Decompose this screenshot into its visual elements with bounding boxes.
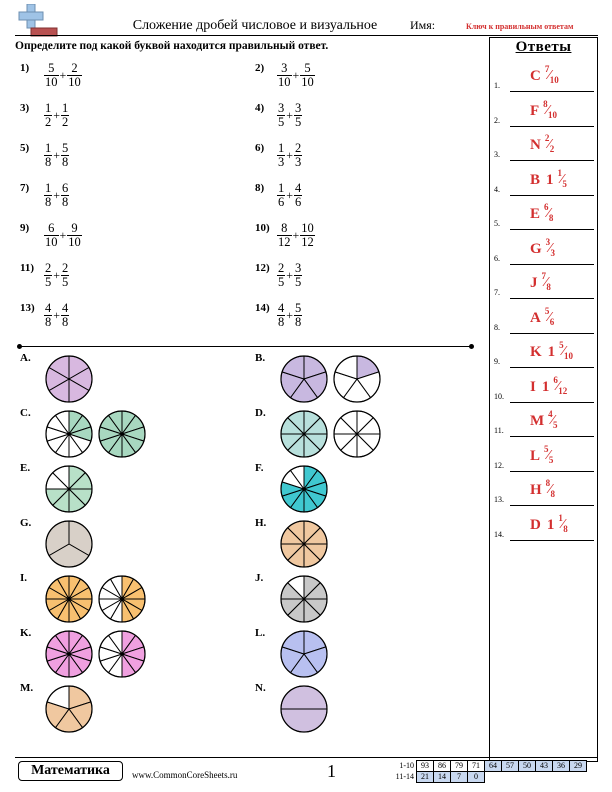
score-cell: 14	[434, 772, 451, 783]
fraction	[61, 302, 69, 329]
plus-sign: +	[53, 188, 61, 202]
answer-numerator: 6	[553, 374, 558, 385]
answer-value	[530, 236, 556, 258]
answer-number: 10.	[494, 391, 504, 401]
denominator: 10	[68, 75, 81, 89]
brand-badge: Математика	[18, 761, 123, 781]
answer-denominator: 10	[564, 351, 574, 361]
answer-denominator: 8	[550, 489, 556, 499]
plus-sign: +	[292, 68, 300, 82]
denominator: 10	[45, 235, 58, 249]
denominator: 8	[62, 315, 69, 329]
answer-numerator: 5	[544, 305, 550, 316]
fraction-slash: ⁄	[562, 344, 566, 359]
option-letter: N.	[255, 682, 266, 694]
answer-value	[530, 340, 574, 361]
fraction	[44, 142, 52, 169]
fraction	[67, 62, 82, 89]
fraction-circle	[44, 629, 94, 679]
problem-item	[255, 222, 315, 249]
answer-denominator: 5	[562, 178, 567, 189]
fraction	[300, 62, 315, 89]
divider-dot	[469, 344, 474, 349]
denominator: 8	[62, 155, 69, 169]
fraction-circle	[44, 684, 94, 734]
problem-number: 12)	[255, 262, 270, 274]
answer-number: 9.	[494, 357, 500, 366]
problem-item	[20, 182, 69, 209]
answer-line[interactable]	[510, 333, 594, 334]
fraction-circle	[97, 629, 147, 679]
numerator: 2	[71, 61, 78, 75]
answer-value	[530, 478, 556, 499]
score-row	[392, 772, 587, 783]
answer-denominator: 3	[550, 247, 556, 258]
instructions: Определите под какой буквой находится правильный ответ.	[15, 40, 329, 52]
answer-denominator: 5	[548, 454, 554, 465]
score-cell: 21	[417, 772, 434, 783]
numerator: 5	[304, 61, 311, 75]
option-letter: E.	[20, 462, 31, 474]
fraction-circle	[279, 464, 329, 514]
answer-numerator: 6	[544, 202, 549, 212]
answer-whole: 1	[546, 516, 555, 533]
fraction-slash: ⁄	[561, 516, 565, 532]
answer-line[interactable]	[510, 436, 594, 437]
answer-numerator: 7	[541, 271, 546, 281]
answer-number: 4.	[494, 184, 500, 194]
denominator: 8	[295, 315, 302, 329]
denominator: 5	[295, 275, 302, 289]
numerator: 5	[48, 61, 55, 75]
denominator: 6	[295, 195, 302, 209]
denominator: 5	[62, 275, 69, 289]
footer-divider	[15, 757, 598, 758]
answer-letter: G	[530, 240, 542, 257]
option-letter: G.	[20, 517, 32, 529]
problem-number: 3)	[20, 102, 30, 114]
problem-number: 11)	[20, 262, 35, 274]
answer-line[interactable]	[510, 126, 594, 127]
plus-sign: +	[53, 108, 61, 122]
fraction	[294, 102, 302, 129]
numerator: 4	[278, 301, 285, 315]
numerator: 2	[62, 261, 69, 275]
answer-letter: C	[530, 68, 541, 84]
answer-denominator: 2	[549, 144, 555, 154]
problem-number: 7)	[20, 182, 30, 194]
answers-title: Ответы	[515, 39, 572, 55]
plus-sign: +	[53, 148, 61, 162]
problem-item	[255, 262, 302, 289]
answer-number: 1.	[494, 81, 500, 90]
numerator: 2	[45, 261, 52, 275]
numerator: 5	[62, 141, 69, 155]
numerator: 5	[295, 301, 302, 315]
answer-numerator: 5	[559, 340, 564, 350]
score-cell: 57	[502, 761, 519, 772]
answer-value	[530, 133, 555, 154]
denominator: 5	[45, 275, 52, 289]
numerator: 4	[62, 301, 69, 315]
answer-letter: N	[530, 137, 541, 153]
option-letter: H.	[255, 517, 267, 529]
answer-line[interactable]	[510, 402, 594, 403]
fraction-circle	[279, 519, 329, 569]
answer-number: 11.	[494, 426, 504, 435]
answer-value	[530, 167, 567, 189]
option-letter: K.	[20, 627, 32, 639]
answer-numerator: 1	[557, 167, 563, 178]
fraction	[277, 302, 285, 329]
fraction	[44, 222, 59, 249]
logo-icon	[17, 4, 59, 38]
problem-item	[255, 142, 302, 169]
denominator: 12	[301, 235, 314, 249]
option-letter: M.	[20, 682, 34, 694]
denominator: 10	[278, 75, 291, 89]
numerator: 3	[295, 261, 302, 275]
numerator: 1	[278, 141, 285, 155]
fraction	[294, 262, 302, 289]
answer-number: 3.	[494, 150, 500, 159]
score-row	[392, 761, 587, 772]
answer-numerator: 8	[545, 478, 551, 488]
answer-value	[530, 98, 558, 120]
plus-sign: +	[292, 228, 300, 242]
problem-number: 10)	[255, 222, 270, 234]
answer-letter: F	[530, 102, 540, 119]
problem-number: 6)	[255, 142, 265, 154]
fraction-slash: ⁄	[547, 447, 550, 463]
score-table	[392, 760, 587, 783]
fraction-slash: ⁄	[548, 68, 551, 83]
answer-whole: 1	[546, 171, 554, 188]
numerator: 3	[278, 101, 285, 115]
numerator: 2	[295, 141, 302, 155]
answer-letter: H	[530, 482, 542, 498]
answer-number: 6.	[494, 253, 500, 263]
fraction	[44, 102, 52, 129]
denominator: 6	[278, 195, 285, 209]
answer-line[interactable]	[510, 195, 594, 196]
answer-value	[530, 512, 568, 534]
denominator: 5	[278, 115, 285, 129]
page-title: Сложение дробей числовое и визуальное	[132, 18, 378, 33]
plus-sign: +	[53, 308, 61, 322]
fraction	[294, 182, 302, 209]
denominator: 8	[62, 195, 69, 209]
answer-numerator: 7	[544, 64, 550, 74]
problem-number: 4)	[255, 102, 265, 114]
answer-value	[530, 409, 558, 430]
answer-letter: D	[530, 516, 541, 533]
plus-sign: +	[59, 68, 67, 82]
score-cell: 7	[451, 772, 468, 783]
score-cell: 0	[468, 772, 485, 783]
problem-item	[255, 102, 302, 129]
fraction	[277, 142, 285, 169]
fraction	[44, 182, 52, 209]
numerator: 4	[295, 181, 302, 195]
score-cell: 93	[417, 761, 434, 772]
answer-line[interactable]	[510, 505, 594, 506]
answer-line[interactable]	[510, 229, 594, 230]
name-label: Имя:	[410, 18, 436, 32]
answer-letter: J	[530, 275, 538, 291]
answer-letter: I	[530, 378, 536, 395]
numerator: 3	[295, 101, 302, 115]
denominator: 8	[45, 155, 52, 169]
fraction-circle	[97, 574, 147, 624]
denominator: 8	[45, 195, 52, 209]
problem-item	[20, 302, 69, 329]
numerator: 9	[71, 221, 78, 235]
denominator: 3	[295, 155, 302, 169]
problem-item	[20, 62, 82, 89]
denominator: 8	[45, 315, 52, 329]
answer-number: 14.	[494, 529, 504, 539]
answer-denominator: 8	[546, 282, 551, 292]
numerator: 1	[45, 101, 52, 115]
answer-line[interactable]	[510, 471, 594, 472]
fraction-circle	[44, 354, 94, 404]
numerator: 6	[62, 181, 69, 195]
answer-denominator: 8	[548, 213, 554, 223]
problem-item	[20, 222, 82, 249]
fraction-circle	[332, 354, 382, 404]
answer-letter: E	[530, 206, 541, 222]
score-cell: 64	[485, 761, 502, 772]
fraction	[44, 262, 52, 289]
answer-denominator: 8	[563, 523, 568, 534]
numerator: 6	[48, 221, 55, 235]
answer-letter: M	[530, 413, 545, 429]
answer-line[interactable]	[510, 160, 594, 161]
denominator: 5	[278, 275, 285, 289]
fraction	[61, 182, 69, 209]
header-divider	[15, 35, 598, 36]
numerator: 1	[45, 141, 52, 155]
answer-number: 5.	[494, 219, 500, 228]
answer-value	[530, 443, 554, 465]
answer-denominator: 6	[549, 316, 555, 327]
page-number: 1	[327, 761, 336, 781]
fraction	[61, 262, 69, 289]
option-letter: I.	[20, 572, 28, 584]
option-letter: B.	[255, 352, 266, 364]
fraction-slash: ⁄	[546, 102, 550, 118]
answer-numerator: 8	[543, 98, 548, 109]
option-letter: A.	[20, 352, 31, 364]
fraction	[67, 222, 82, 249]
problem-number: 2)	[255, 62, 265, 74]
denominator: 8	[278, 315, 285, 329]
plus-sign: +	[286, 148, 294, 162]
fraction	[277, 182, 285, 209]
denominator: 10	[68, 235, 81, 249]
fraction-circle	[44, 519, 94, 569]
plus-sign: +	[286, 188, 294, 202]
problem-item	[255, 302, 302, 329]
problem-number: 9)	[20, 222, 30, 234]
problem-item	[255, 62, 315, 89]
answer-number: 13.	[494, 495, 504, 504]
option-letter: C.	[20, 407, 31, 419]
answer-line[interactable]	[510, 367, 594, 368]
answer-denominator: 12	[558, 385, 568, 396]
answer-line[interactable]	[510, 540, 594, 541]
fraction-circle	[44, 574, 94, 624]
answer-number: 12.	[494, 460, 504, 470]
fraction	[44, 62, 59, 89]
fraction-slash: ⁄	[549, 240, 552, 256]
plus-sign: +	[53, 268, 61, 282]
fraction-circle	[44, 409, 94, 459]
problem-item	[20, 102, 69, 129]
fraction-slash: ⁄	[545, 275, 548, 290]
numerator: 2	[278, 261, 285, 275]
fraction-slash: ⁄	[547, 206, 550, 221]
fraction-circle	[44, 464, 94, 514]
answer-whole: 1	[541, 378, 550, 395]
problem-item	[255, 182, 302, 209]
problem-number: 14)	[255, 302, 270, 314]
fraction	[44, 302, 52, 329]
answer-number: 7.	[494, 288, 500, 297]
answer-line[interactable]	[510, 91, 594, 92]
score-cell: 43	[536, 761, 553, 772]
fraction	[277, 222, 292, 249]
answer-line[interactable]	[510, 298, 594, 299]
answer-value	[530, 271, 551, 292]
fraction-circle	[97, 409, 147, 459]
fraction	[277, 102, 285, 129]
answer-value	[530, 64, 559, 85]
option-letter: D.	[255, 407, 266, 419]
fraction-slash: ⁄	[548, 137, 551, 152]
fraction-circle	[279, 354, 329, 404]
fraction	[294, 302, 302, 329]
denominator: 5	[295, 115, 302, 129]
denominator: 3	[278, 155, 285, 169]
numerator: 10	[301, 221, 314, 235]
plus-sign: +	[286, 108, 294, 122]
fraction-circle	[279, 409, 329, 459]
answer-whole: 1	[547, 344, 556, 360]
answer-letter: A	[530, 309, 541, 326]
answer-key-label: Ключ к правильным ответам	[466, 22, 574, 31]
numerator: 1	[62, 101, 69, 115]
option-letter: L.	[255, 627, 266, 639]
answer-letter: L	[530, 447, 541, 464]
filled-slice	[281, 686, 327, 709]
answer-letter: B	[530, 171, 541, 188]
score-cell: 71	[468, 761, 485, 772]
answer-numerator: 5	[544, 443, 549, 454]
fraction	[277, 62, 292, 89]
denominator: 2	[62, 115, 69, 129]
answer-value	[530, 374, 568, 396]
fraction	[277, 262, 285, 289]
answer-numerator: 3	[545, 236, 551, 247]
option-letter: J.	[255, 572, 264, 584]
answer-line[interactable]	[510, 264, 594, 265]
denominator: 2	[45, 115, 52, 129]
section-divider	[20, 346, 472, 347]
score-range-label: 11-14	[395, 772, 414, 781]
fraction-slash: ⁄	[548, 309, 551, 325]
score-range-label: 1-10	[399, 761, 414, 770]
problem-item	[20, 142, 69, 169]
numerator: 4	[45, 301, 52, 315]
answer-denominator: 10	[549, 75, 559, 85]
fraction	[61, 142, 69, 169]
option-letter: F.	[255, 462, 264, 474]
fraction	[300, 222, 315, 249]
answer-value	[530, 305, 555, 327]
denominator: 12	[278, 235, 291, 249]
score-cell: 36	[553, 761, 570, 772]
numerator: 1	[278, 181, 285, 195]
answer-letter: K	[530, 344, 542, 360]
fraction-slash: ⁄	[549, 482, 552, 497]
denominator: 10	[301, 75, 314, 89]
fraction-circle	[279, 629, 329, 679]
fraction-circle	[332, 409, 382, 459]
problem-item	[20, 262, 69, 289]
answer-numerator: 2	[544, 133, 550, 143]
divider-dot	[17, 344, 22, 349]
numerator: 3	[281, 61, 288, 75]
numerator: 1	[45, 181, 52, 195]
plus-sign: +	[286, 268, 294, 282]
problem-number: 1)	[20, 62, 30, 74]
fraction-circle	[279, 684, 329, 734]
site-url[interactable]: www.CommonCoreSheets.ru	[132, 770, 238, 780]
score-cell: 50	[519, 761, 536, 772]
answer-value	[530, 202, 554, 223]
fraction-slash: ⁄	[561, 171, 564, 187]
answer-denominator: 5	[553, 420, 558, 430]
plus-sign: +	[59, 228, 67, 242]
problem-number: 5)	[20, 142, 30, 154]
fraction	[61, 102, 69, 129]
answer-number: 8.	[494, 322, 500, 332]
fraction-slash: ⁄	[556, 378, 560, 394]
score-cell: 79	[451, 761, 468, 772]
denominator: 10	[45, 75, 58, 89]
score-cell: 29	[570, 761, 587, 772]
fraction	[294, 142, 302, 169]
score-cell: 86	[434, 761, 451, 772]
problem-number: 8)	[255, 182, 265, 194]
fraction-slash: ⁄	[551, 413, 555, 428]
answer-denominator: 10	[548, 109, 558, 120]
problem-number: 13)	[20, 302, 35, 314]
numerator: 8	[281, 221, 288, 235]
answer-number: 2.	[494, 115, 500, 125]
plus-sign: +	[286, 308, 294, 322]
answer-numerator: 1	[558, 512, 563, 523]
filled-slice	[281, 709, 327, 732]
fraction-circle	[279, 574, 329, 624]
answer-numerator: 4	[548, 409, 553, 419]
